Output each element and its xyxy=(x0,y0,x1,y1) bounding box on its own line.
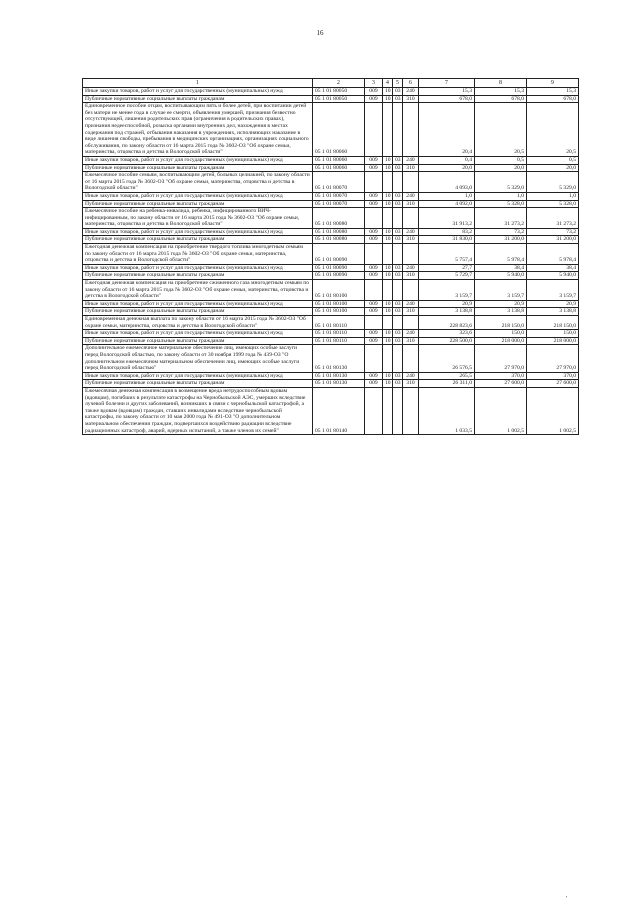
table-row xyxy=(83,244,579,265)
ministry-code-cell: 009 xyxy=(365,236,383,244)
expense-type-cell: 240 xyxy=(403,88,419,96)
table-row xyxy=(83,345,579,372)
amount-col9-cell: 5 328,0 xyxy=(527,200,579,208)
subsection-code-cell xyxy=(393,345,403,372)
description-cell: Иные закупки товаров, работ и услуг для государственных (муниципальных) нужд xyxy=(83,372,313,380)
amount-col7-cell: 26 576,5 xyxy=(419,345,475,372)
expense-type-cell xyxy=(403,172,419,193)
ministry-code-cell xyxy=(365,316,383,330)
amount-col8-cell: 20,5 xyxy=(475,103,527,157)
description-cell: Ежемесячное пособие на ребенка-инвалида, ребенка, инфицированного ВИЧ-инфицированным, по закону области от 16 марта 2015 года № 3602-ОЗ "Об охране семьи, материнства, отцовства и детства в Вологодской области" xyxy=(83,208,313,229)
description-cell: Публичные нормативные социальные выплаты гражданам xyxy=(83,380,313,388)
amount-col7-cell: 20,4 xyxy=(419,103,475,157)
ministry-code-cell: 009 xyxy=(365,264,383,272)
target-code-cell: 05 1 01 80070 xyxy=(313,192,365,200)
target-code-cell: 05 1 01 80110 xyxy=(313,316,365,330)
amount-col9-cell: 678,0 xyxy=(527,95,579,103)
header-col-8: 8 xyxy=(475,79,527,88)
amount-col7-cell: 5 729,7 xyxy=(419,272,475,280)
amount-col9-cell: 20,0 xyxy=(527,164,579,172)
amount-col9-cell: 15,3 xyxy=(527,88,579,96)
amount-col8-cell: 27 600,0 xyxy=(475,380,527,388)
header-col-3: 3 xyxy=(365,79,383,88)
table-row xyxy=(83,272,579,280)
section-code-cell xyxy=(383,208,393,229)
description-cell: Ежемесячная денежная компенсация в возмещение вреда нетрудоспособным вдовам (вдовцам), погибших в результате катастрофы на Чернобыльской АЭС, умерших вследствие лучевой болезни и других заболеваний, возникших в связи с чернобыльской катастрофой, а также вдовам (вдовцам) граждан, ставших инвалидами вследствие чернобыльской катастрофы, по закону области от 10 мая 2000 года № 491-ОЗ "О дополнительном материальном обеспечении граждан, подвергшихся воздействию радиации вследствие радиационных катастроф, аварий, ядерных испытаний, а также членов их семей" xyxy=(83,387,313,434)
subsection-code-cell xyxy=(393,103,403,157)
subsection-code-cell xyxy=(393,280,403,301)
section-code-cell: 10 xyxy=(383,264,393,272)
section-code-cell: 10 xyxy=(383,95,393,103)
table-row xyxy=(83,200,579,208)
amount-col7-cell: 0,4 xyxy=(419,156,475,164)
amount-col7-cell: 5 757,4 xyxy=(419,244,475,265)
subsection-code-cell: 03 xyxy=(393,380,403,388)
page-number: 16 xyxy=(316,29,324,37)
description-cell: Ежегодная денежная компенсация на приобретение сжиженного газа многодетным семьям по закону области от 16 марта 2015 года № 3602-ОЗ "Об охране семьи, материнства, отцовства и детства в Вологодской области" xyxy=(83,280,313,301)
description-cell: Единовременная денежная выплата по закону области от 16 марта 2015 года № 3602-ОЗ "Об охране семьи, материнства, отцовства и детства в Вологодской области" xyxy=(83,316,313,330)
description-cell: Публичные нормативные социальные выплаты гражданам xyxy=(83,95,313,103)
amount-col8-cell: 678,0 xyxy=(475,95,527,103)
section-code-cell: 10 xyxy=(383,380,393,388)
header-col-1: 1 xyxy=(83,79,313,88)
budget-table xyxy=(82,78,579,435)
amount-col7-cell: 3 159,7 xyxy=(419,280,475,301)
expense-type-cell: 240 xyxy=(403,330,419,338)
amount-col9-cell: 0,5 xyxy=(527,156,579,164)
description-cell: Иные закупки товаров, работ и услуг для государственных (муниципальных) нужд xyxy=(83,300,313,308)
section-code-cell xyxy=(383,316,393,330)
target-code-cell: 05 1 01 80080 xyxy=(313,236,365,244)
target-code-cell: 05 1 01 80060 xyxy=(313,156,365,164)
section-code-cell: 10 xyxy=(383,337,393,345)
header-col-6: 6 xyxy=(403,79,419,88)
target-code-cell: 05 1 01 80070 xyxy=(313,200,365,208)
table-row xyxy=(83,172,579,193)
ministry-code-cell xyxy=(365,345,383,372)
expense-type-cell xyxy=(403,208,419,229)
ministry-code-cell: 009 xyxy=(365,156,383,164)
section-code-cell xyxy=(383,345,393,372)
header-col-7: 7 xyxy=(419,79,475,88)
amount-col9-cell: 20,9 xyxy=(527,300,579,308)
table-row xyxy=(83,95,579,103)
description-cell: Публичные нормативные социальные выплаты гражданам xyxy=(83,337,313,345)
description-cell: Иные закупки товаров, работ и услуг для государственных (муниципальных) нужд xyxy=(83,330,313,338)
ministry-code-cell: 009 xyxy=(365,228,383,236)
amount-col8-cell: 38,4 xyxy=(475,264,527,272)
expense-type-cell: 240 xyxy=(403,192,419,200)
amount-col9-cell: 27 600,0 xyxy=(527,380,579,388)
subsection-code-cell: 03 xyxy=(393,272,403,280)
subsection-code-cell xyxy=(393,208,403,229)
target-code-cell: 05 1 01 80080 xyxy=(313,228,365,236)
table-row xyxy=(83,208,579,229)
subsection-code-cell: 03 xyxy=(393,236,403,244)
target-code-cell: 05 1 01 80100 xyxy=(313,308,365,316)
table-row xyxy=(83,308,579,316)
ministry-code-cell: 009 xyxy=(365,192,383,200)
subsection-code-cell: 03 xyxy=(393,164,403,172)
amount-col8-cell: 5 978,4 xyxy=(475,244,527,265)
amount-col8-cell: 3 159,7 xyxy=(475,280,527,301)
table-row xyxy=(83,387,579,434)
expense-type-cell: 310 xyxy=(403,95,419,103)
amount-col7-cell: 15,3 xyxy=(419,88,475,96)
amount-col8-cell: 0,5 xyxy=(475,156,527,164)
amount-col8-cell: 5 328,0 xyxy=(475,200,527,208)
section-code-cell xyxy=(383,387,393,434)
target-code-cell: 05 1 01 80070 xyxy=(313,172,365,193)
amount-col9-cell: 31 273,2 xyxy=(527,208,579,229)
subsection-code-cell: 03 xyxy=(393,192,403,200)
amount-col8-cell: 73,2 xyxy=(475,228,527,236)
description-cell: Иные закупки товаров, работ и услуг для государственных (муниципальных) нужд xyxy=(83,88,313,96)
amount-col7-cell: 31 913,2 xyxy=(419,208,475,229)
ministry-code-cell: 009 xyxy=(365,372,383,380)
expense-type-cell: 240 xyxy=(403,372,419,380)
amount-col8-cell: 218 150,0 xyxy=(475,316,527,330)
target-code-cell: 05 1 01 80060 xyxy=(313,164,365,172)
table-row xyxy=(83,228,579,236)
corner-mark: ' xyxy=(566,896,568,902)
amount-col9-cell: 150,0 xyxy=(527,330,579,338)
ministry-code-cell: 009 xyxy=(365,200,383,208)
target-code-cell: 05 1 01 80110 xyxy=(313,330,365,338)
table-row xyxy=(83,380,579,388)
amount-col9-cell: 218 000,0 xyxy=(527,337,579,345)
target-code-cell: 05 1 01 80050 xyxy=(313,88,365,96)
target-code-cell: 05 1 01 80130 xyxy=(313,345,365,372)
target-code-cell: 05 1 01 80050 xyxy=(313,95,365,103)
amount-col7-cell: 4 092,0 xyxy=(419,200,475,208)
description-cell: Публичные нормативные социальные выплаты гражданам xyxy=(83,200,313,208)
amount-col9-cell: 5 329,0 xyxy=(527,172,579,193)
subsection-code-cell xyxy=(393,387,403,434)
amount-col9-cell: 1 002,5 xyxy=(527,387,579,434)
amount-col7-cell: 20,9 xyxy=(419,300,475,308)
expense-type-cell: 240 xyxy=(403,264,419,272)
subsection-code-cell: 03 xyxy=(393,200,403,208)
target-code-cell: 05 1 01 80100 xyxy=(313,280,365,301)
description-cell: Ежегодная денежная компенсация на приобретение твердого топлива многодетным семьям по закону области от 16 марта 2015 года № 3602-ОЗ "Об охране семьи, материнства, отцовства и детства в Вологодской области" xyxy=(83,244,313,265)
expense-type-cell: 240 xyxy=(403,300,419,308)
amount-col8-cell: 150,0 xyxy=(475,330,527,338)
expense-type-cell: 310 xyxy=(403,380,419,388)
amount-col8-cell: 218 000,0 xyxy=(475,337,527,345)
amount-col9-cell: 5 978,4 xyxy=(527,244,579,265)
table-row xyxy=(83,88,579,96)
description-cell: Публичные нормативные социальные выплаты гражданам xyxy=(83,236,313,244)
ministry-code-cell: 009 xyxy=(365,308,383,316)
subsection-code-cell: 03 xyxy=(393,300,403,308)
ministry-code-cell xyxy=(365,280,383,301)
table-row xyxy=(83,264,579,272)
amount-col9-cell: 5 940,0 xyxy=(527,272,579,280)
amount-col8-cell: 31 273,2 xyxy=(475,208,527,229)
subsection-code-cell: 03 xyxy=(393,330,403,338)
table-row xyxy=(83,192,579,200)
target-code-cell: 05 1 01 80090 xyxy=(313,244,365,265)
description-cell: Публичные нормативные социальные выплаты гражданам xyxy=(83,272,313,280)
section-code-cell: 10 xyxy=(383,372,393,380)
table-row xyxy=(83,156,579,164)
target-code-cell: 05 1 01 80090 xyxy=(313,272,365,280)
description-cell: Публичные нормативные социальные выплаты гражданам xyxy=(83,164,313,172)
amount-col7-cell: 1 033,5 xyxy=(419,387,475,434)
amount-col7-cell: 83,2 xyxy=(419,228,475,236)
description-cell: Иные закупки товаров, работ и услуг для государственных (муниципальных) нужд xyxy=(83,192,313,200)
amount-col7-cell: 31 830,0 xyxy=(419,236,475,244)
amount-col7-cell: 3 138,8 xyxy=(419,308,475,316)
expense-type-cell: 240 xyxy=(403,228,419,236)
table-row xyxy=(83,330,579,338)
target-code-cell: 05 1 01 80110 xyxy=(313,337,365,345)
amount-col8-cell: 1,0 xyxy=(475,192,527,200)
table-row xyxy=(83,316,579,330)
amount-col8-cell: 370,0 xyxy=(475,372,527,380)
header-col-9: 9 xyxy=(527,79,579,88)
subsection-code-cell xyxy=(393,316,403,330)
expense-type-cell xyxy=(403,103,419,157)
section-code-cell xyxy=(383,280,393,301)
section-code-cell: 10 xyxy=(383,236,393,244)
ministry-code-cell: 009 xyxy=(365,330,383,338)
description-cell: Единовременное пособие отцам, воспитывающим пять и более детей, при воспитании детей без матери не менее года в случае ее смерти, объявления умершей, признания безвестно отсутствующей, лишения родительских прав (ограничения в родительских правах), признания недееспособной, розыска органами внутренних дел, нахождения в местах содержания под стражей, отбывания наказания в учреждениях, исполняющих наказание в виде лишения свободы, пребывания в медицинских организациях, организациях социального обслуживания, по закону области от 16 марта 2015 года № 3602-ОЗ "Об охране семьи, материнства, отцовства и детства в Вологодской области" xyxy=(83,103,313,157)
section-code-cell: 10 xyxy=(383,308,393,316)
amount-col7-cell: 20,0 xyxy=(419,164,475,172)
section-code-cell: 10 xyxy=(383,272,393,280)
section-code-cell xyxy=(383,103,393,157)
header-row xyxy=(83,79,579,88)
amount-col9-cell: 31 200,0 xyxy=(527,236,579,244)
table-row xyxy=(83,372,579,380)
target-code-cell: 05 1 01 80100 xyxy=(313,300,365,308)
section-code-cell: 10 xyxy=(383,200,393,208)
amount-col8-cell: 3 138,8 xyxy=(475,308,527,316)
amount-col9-cell: 3 138,8 xyxy=(527,308,579,316)
amount-col9-cell: 73,2 xyxy=(527,228,579,236)
ministry-code-cell: 009 xyxy=(365,380,383,388)
description-cell: Публичные нормативные социальные выплаты гражданам xyxy=(83,308,313,316)
subsection-code-cell: 03 xyxy=(393,88,403,96)
target-code-cell: 05 1 01 80080 xyxy=(313,208,365,229)
section-code-cell xyxy=(383,172,393,193)
header-col-4: 4 xyxy=(383,79,393,88)
subsection-code-cell: 03 xyxy=(393,156,403,164)
amount-col7-cell: 27,7 xyxy=(419,264,475,272)
amount-col9-cell: 370,0 xyxy=(527,372,579,380)
subsection-code-cell xyxy=(393,244,403,265)
amount-col9-cell: 38,4 xyxy=(527,264,579,272)
amount-col7-cell: 228 823,6 xyxy=(419,316,475,330)
subsection-code-cell: 03 xyxy=(393,308,403,316)
target-code-cell: 05 1 01 80130 xyxy=(313,372,365,380)
header-col-5: 5 xyxy=(393,79,403,88)
ministry-code-cell: 009 xyxy=(365,337,383,345)
expense-type-cell: 310 xyxy=(403,337,419,345)
table-row xyxy=(83,164,579,172)
subsection-code-cell: 03 xyxy=(393,372,403,380)
expense-type-cell xyxy=(403,387,419,434)
amount-col8-cell: 27 970,0 xyxy=(475,345,527,372)
table-row xyxy=(83,236,579,244)
expense-type-cell xyxy=(403,244,419,265)
table-row xyxy=(83,300,579,308)
description-cell: Дополнительное ежемесячное материальное обеспечение лиц, имеющих особые заслуги перед Вологодской областью, по закону области от 30 ноября 1999 года № 439-ОЗ "О дополнительном ежемесячном материальном обеспечении лиц, имеющих особые заслуги перед Вологодской областью" xyxy=(83,345,313,372)
amount-col7-cell: 4 093,0 xyxy=(419,172,475,193)
amount-col7-cell: 26 311,0 xyxy=(419,380,475,388)
amount-col7-cell: 228 500,0 xyxy=(419,337,475,345)
ministry-code-cell xyxy=(365,103,383,157)
amount-col8-cell: 20,9 xyxy=(475,300,527,308)
target-code-cell: 05 1 01 80060 xyxy=(313,103,365,157)
ministry-code-cell xyxy=(365,244,383,265)
expense-type-cell: 310 xyxy=(403,308,419,316)
expense-type-cell xyxy=(403,280,419,301)
subsection-code-cell: 03 xyxy=(393,337,403,345)
amount-col9-cell: 1,0 xyxy=(527,192,579,200)
amount-col7-cell: 265,5 xyxy=(419,372,475,380)
amount-col9-cell: 3 159,7 xyxy=(527,280,579,301)
expense-type-cell: 310 xyxy=(403,164,419,172)
section-code-cell: 10 xyxy=(383,156,393,164)
amount-col7-cell: 1,0 xyxy=(419,192,475,200)
amount-col8-cell: 1 002,5 xyxy=(475,387,527,434)
ministry-code-cell xyxy=(365,172,383,193)
expense-type-cell: 310 xyxy=(403,272,419,280)
section-code-cell: 10 xyxy=(383,88,393,96)
amount-col8-cell: 20,0 xyxy=(475,164,527,172)
ministry-code-cell: 009 xyxy=(365,88,383,96)
table-row xyxy=(83,103,579,157)
amount-col9-cell: 218 150,0 xyxy=(527,316,579,330)
expense-type-cell: 240 xyxy=(403,156,419,164)
table-body xyxy=(83,79,579,435)
target-code-cell: 05 1 01 80090 xyxy=(313,264,365,272)
section-code-cell xyxy=(383,244,393,265)
expense-type-cell xyxy=(403,316,419,330)
subsection-code-cell: 03 xyxy=(393,264,403,272)
table-row xyxy=(83,280,579,301)
amount-col8-cell: 5 940,0 xyxy=(475,272,527,280)
amount-col8-cell: 5 329,0 xyxy=(475,172,527,193)
subsection-code-cell: 03 xyxy=(393,228,403,236)
amount-col9-cell: 27 970,0 xyxy=(527,345,579,372)
amount-col9-cell: 20,5 xyxy=(527,103,579,157)
description-cell: Иные закупки товаров, работ и услуг для государственных (муниципальных) нужд xyxy=(83,228,313,236)
target-code-cell: 05 1 01 80140 xyxy=(313,387,365,434)
ministry-code-cell: 009 xyxy=(365,300,383,308)
section-code-cell: 10 xyxy=(383,228,393,236)
section-code-cell: 10 xyxy=(383,300,393,308)
amount-col8-cell: 31 200,0 xyxy=(475,236,527,244)
description-cell: Иные закупки товаров, работ и услуг для государственных (муниципальных) нужд xyxy=(83,156,313,164)
section-code-cell: 10 xyxy=(383,164,393,172)
header-col-2: 2 xyxy=(313,79,365,88)
section-code-cell: 10 xyxy=(383,192,393,200)
amount-col8-cell: 15,3 xyxy=(475,88,527,96)
ministry-code-cell: 009 xyxy=(365,95,383,103)
expense-type-cell: 310 xyxy=(403,236,419,244)
amount-col7-cell: 678,0 xyxy=(419,95,475,103)
subsection-code-cell: 03 xyxy=(393,95,403,103)
description-cell: Иные закупки товаров, работ и услуг для государственных (муниципальных) нужд xyxy=(83,264,313,272)
ministry-code-cell xyxy=(365,387,383,434)
ministry-code-cell: 009 xyxy=(365,164,383,172)
expense-type-cell: 310 xyxy=(403,200,419,208)
amount-col7-cell: 323,6 xyxy=(419,330,475,338)
target-code-cell: 05 1 01 80130 xyxy=(313,380,365,388)
section-code-cell: 10 xyxy=(383,330,393,338)
table-row xyxy=(83,337,579,345)
subsection-code-cell xyxy=(393,172,403,193)
description-cell: Ежемесячное пособие семьям, воспитывающим детей, больных целиакией, по закону области от 16 марта 2015 года № 3602-ОЗ "Об охране семьи, материнства, отцовства и детства в Вологодской области" xyxy=(83,172,313,193)
expense-type-cell xyxy=(403,345,419,372)
ministry-code-cell: 009 xyxy=(365,272,383,280)
ministry-code-cell xyxy=(365,208,383,229)
